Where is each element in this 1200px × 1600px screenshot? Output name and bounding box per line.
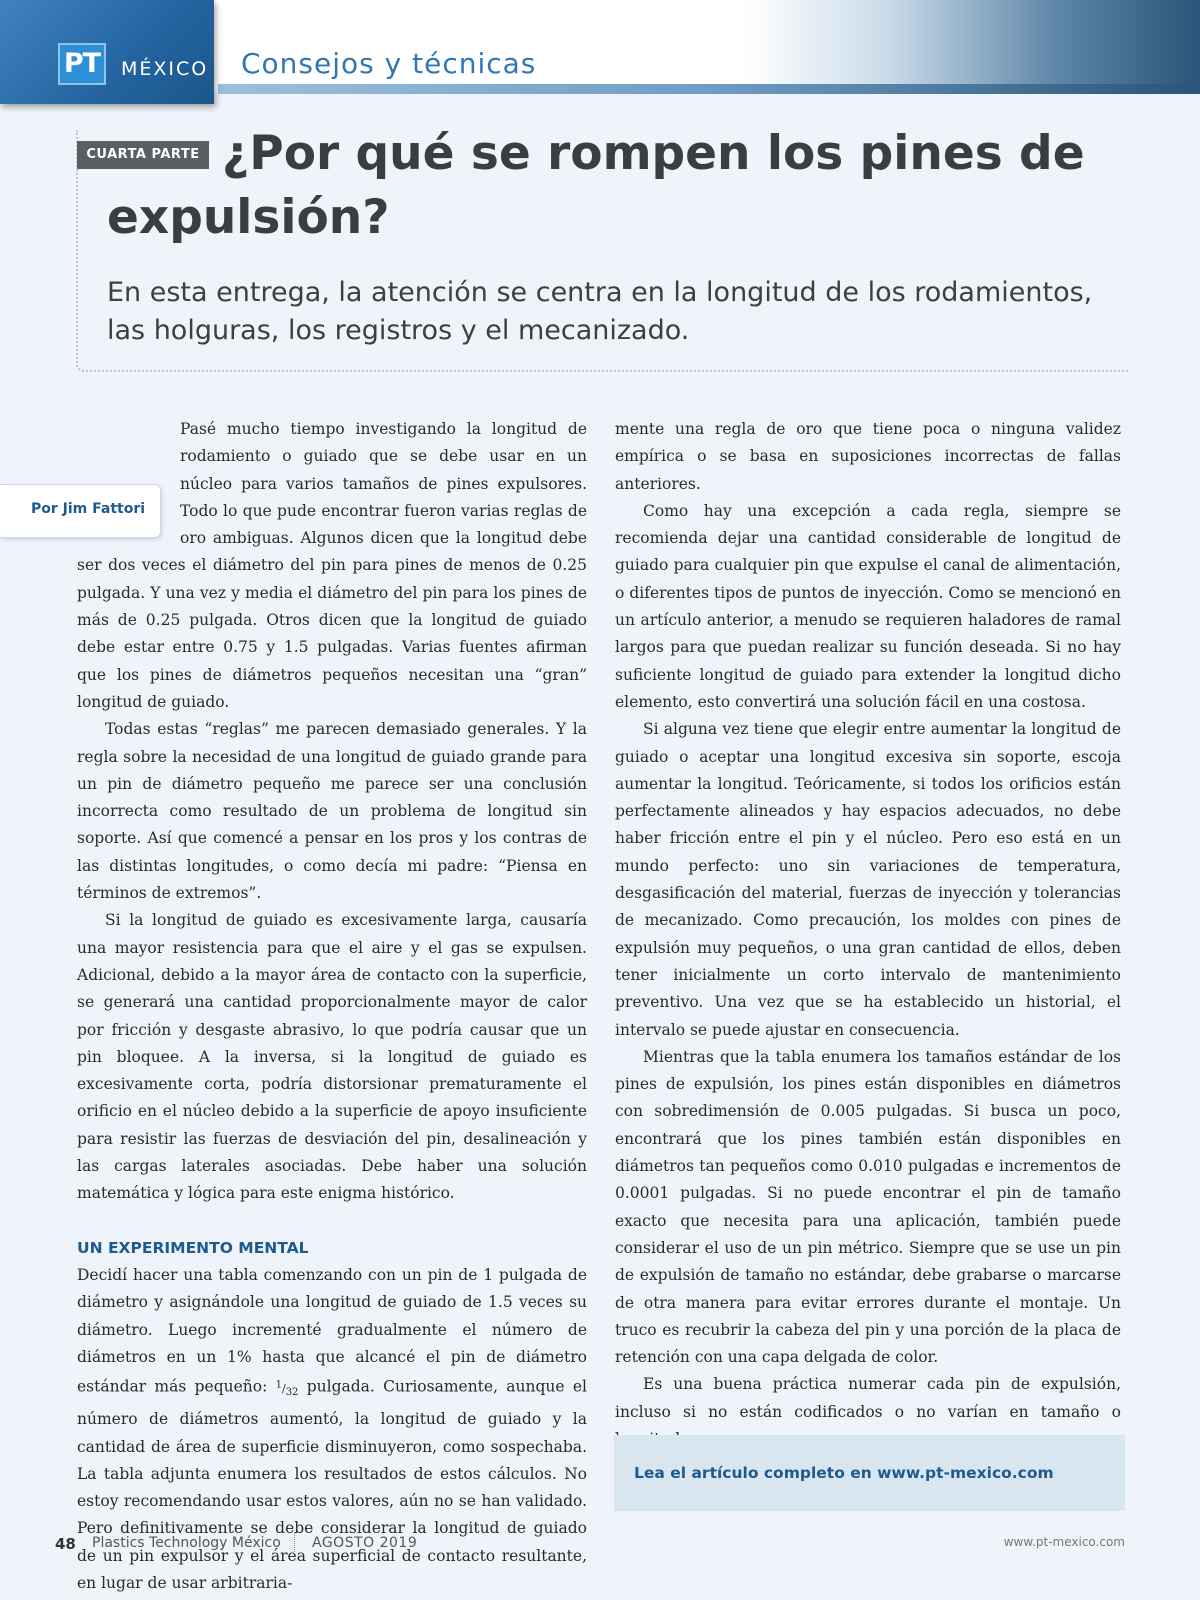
byline: Por Jim Fattori [31,501,146,517]
brand-country: MÉXICO [121,58,209,80]
body-paragraph: mente una regla de oro que tiene poca o ninguna validez empírica o se basa en suposiciones incorrectas de fallas anteriores. [615,420,1121,493]
fraction: $^1/_{32}$ [275,1379,299,1398]
read-more-link[interactable]: Lea el artículo completo en www.pt-mexico.com [634,1464,1054,1482]
section-subhead: UN EXPERIMENTO MENTAL [77,1238,309,1257]
page-number: 48 [55,1535,76,1553]
article-dek: En esta entrega, la atención se centra en la longitud de los rodamientos, las holguras, los registros y el mecanizado. [107,277,1093,346]
pt-logo: PT [58,43,106,85]
part-tag: CUARTA PARTE [77,141,209,169]
body-paragraph: Pasé mucho tiempo investigando la longitud de rodamiento o guiado que se debe usar en un núcleo para varios tamaños de pines expulsores. Todo lo que pude encontrar fueron varias reglas de oro ambiguas. Algunos dicen que la longitud debe ser dos veces el diámetro del pin para pines de menos de 0.25 pulgada. Y una vez y media el diámetro del pin para los pines de más de 0.25 pulgada. Otros dicen que la longitud de guiado debe estar entre 0.75 y 1.5 pulgadas. Varias fuentes afirman que los pines de diámetros pequeños necesitan una “gran” longitud de guiado. [77,420,587,711]
publication-name: Plastics Technology México [92,1535,281,1551]
footer-website[interactable]: www.pt-mexico.com [1003,1535,1125,1549]
body-paragraph: Si la longitud de guiado es excesivamente larga, causaría una mayor resistencia para que el aire y el gas se expulsen. Adicional, debido a la mayor área de contacto con la superficie, se generará una cantidad proporcionalmente mayor de calor por fricción y desgaste abrasivo, lo que podría causar que un pin bloquee. A la inversa, si la longitud de guiado es excesivamente corta, podría distorsionar prematuramente el orificio en el núcleo debido a la superficie de apoyo insuficiente para resistir las fuerzas de desviación del pin, desalineación y las cargas laterales asociadas. Debe haber una solución matemática y lógica para este enigma histórico. [77,911,587,1203]
body-paragraph: Como hay una excepción a cada regla, siempre se recomienda dejar una cantidad considerable de longitud de guiado para cualquier pin que expulse el canal de alimentación, o diferentes tipos de puntos de inyección. Como se mencionó en un artículo anterior, a menudo se requieren haladores de ramal largos para que puedan realizar su función deseada. Si no hay suficiente longitud de guiado para extender la longitud dicho elemento, esto convertirá una solución fácil en una costosa. [615,501,1121,711]
read-more-box[interactable] [614,1435,1125,1511]
right-column [615,416,1121,1453]
body-paragraph: Es una buena práctica numerar cada pin de expulsión, incluso si no están codificados o no varían en tamaño o [615,1371,1121,1453]
header-rule [218,84,1200,94]
brand-block [0,0,214,104]
article-title: ¿Por qué se rompen los pines de expulsión? [107,126,1085,245]
issue-date: AGOSTO 2019 [312,1535,418,1551]
body-paragraph: Mientras que la tabla enumera los tamaños estándar de los pines de expulsión, los pines están disponibles en diámetros con sobredimensión de 0.005 pulgadas. Si busca un poco, encontrará que los pines también están disponibles en diámetros tan pequeños como 0.010 pulgadas e incrementos de 0.0001 pulgadas. Si no puede encontrar el pin de tamaño exacto que necesita para una aplicación, también puede considerar el uso de un pin métrico. Siempre que se use un pin de expulsión de tamaño no estándar, debe grabarse o marcarse de otra manera para evitar errores durante el montaje. Un truco es recubrir la cabeza del pin y una porción de la placa de retención con una capa delgada de color. [615,1047,1121,1367]
section-title: Consejos y técnicas [241,47,537,80]
left-column [77,416,587,1597]
body-paragraph: Todas estas “reglas” me parecen demasiado generales. Y la regla sobre la necesidad de una longitud de guiado grande para un pin de diámetro pequeño me parece ser una conclusión incorrecta como resultado de un problema de longitud sin soporte. Así que comencé a pensar en los pros y los contras de las distintas longitudes, o como decía mi padre: “Piensa en términos de extremos”. [77,720,587,903]
body-paragraph: Decidí hacer una tabla comenzando con un pin de 1 pulgada de diámetro y asignándole una longitud de guiado de 1.5 veces su diámetro. Luego incrementé gradualmente el número de diámetros en un 1% hasta que alcancé el pin de diámetro estándar más pequeño: $^1/_{32}$ pulgada. Curiosamente, aunque el número de diámetros aumentó, la longitud de guiado y la cantidad de área de superficie disminuyeron, como sospechaba. La tabla adjunta enumera los resultados de estos cálculos. No estoy recomendando usar estos valores, aún no se han validado. Pero definitivamente se debe considerar la longitud de guiado de un pin expulsor y el área superficial de contacto resultante, en lugar de usar arbitraria- [77,1265,587,1593]
body-paragraph: Si alguna vez tiene que elegir entre aumentar la longitud de guiado o aceptar una longitud excesiva sin soporte, escoja aumentar la longitud. Teóricamente, si todos los orificios están perfectamente alineados y hay espacios adecuados, no debe haber fricción entre el pin y el núcleo. Pero eso está en un mundo perfecto: uno sin variaciones de temperatura, desgasificación del material, fuerzas de inyección y tolerancias de mecanizado. Como precaución, los moldes con pines de expulsión muy pequeños, o una gran cantidad de ellos, deben tener inicialmente un corto intervalo de mantenimiento preventivo. Una vez que se ha establecido un historial, el intervalo se puede ajustar en consecuencia. [615,720,1121,1039]
footer-divider [294,1532,295,1554]
byline-spacer [77,471,180,551]
